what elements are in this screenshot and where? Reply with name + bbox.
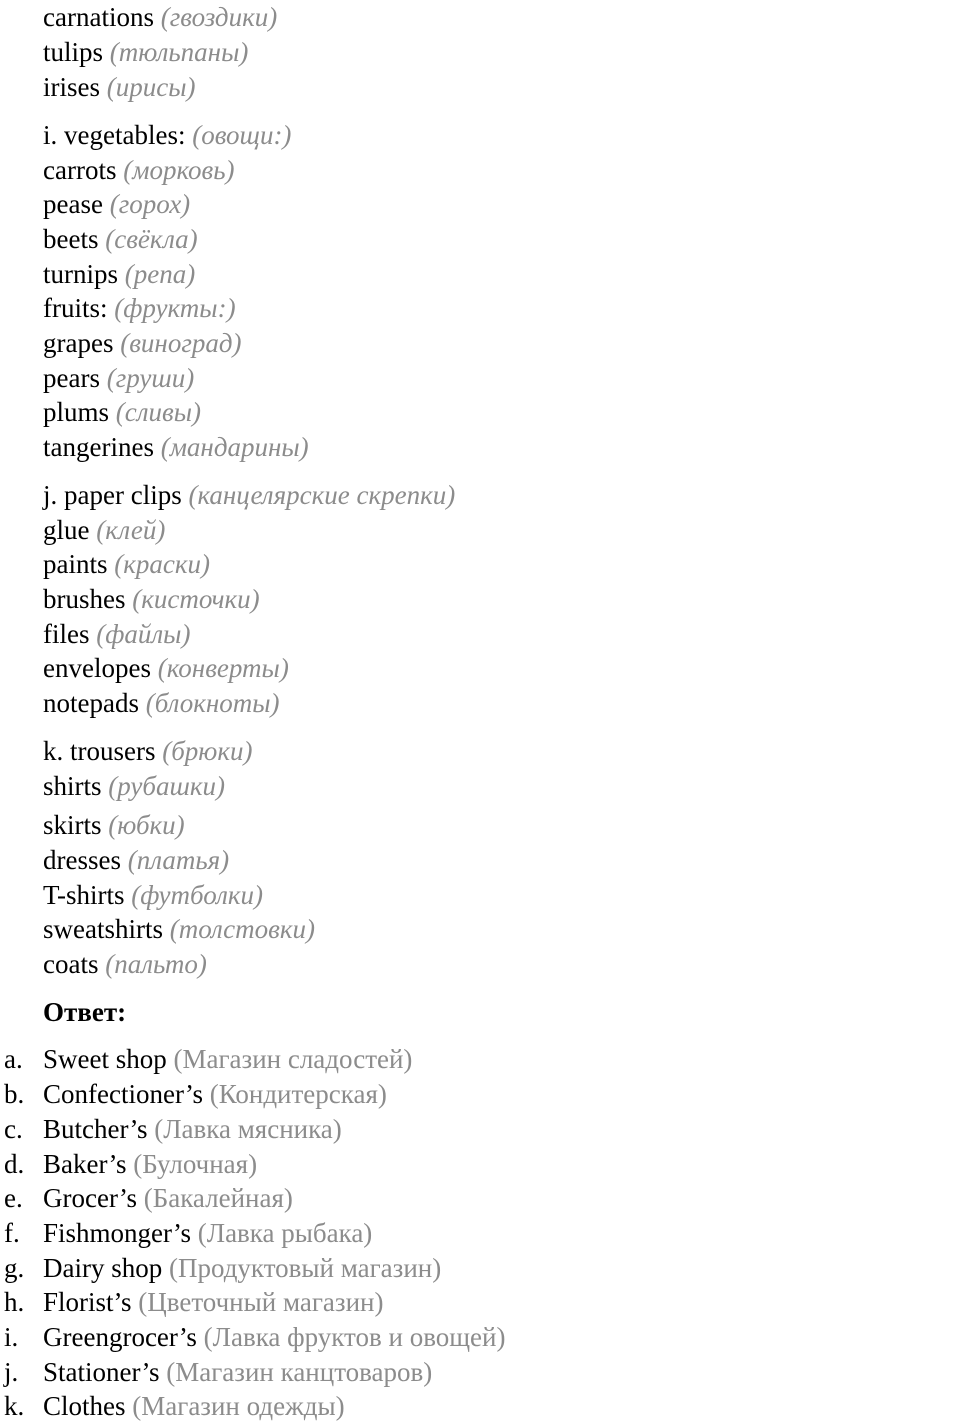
answer-letter: f. (4, 1218, 20, 1248)
list-item (43, 618, 190, 650)
shop-name: Dairy shop (43, 1253, 163, 1283)
russian-translation: (футболки) (131, 880, 263, 910)
russian-translation: (горох) (109, 189, 191, 219)
russian-translation: (клей) (96, 515, 166, 545)
list-item (43, 735, 252, 767)
english-word: pease (43, 189, 103, 219)
shop-translation: (Цветочный магазин) (138, 1287, 384, 1317)
russian-translation: (брюки) (162, 736, 253, 766)
russian-translation: (сливы) (115, 397, 202, 427)
answer-letter: c. (4, 1114, 23, 1144)
english-word: plums (43, 397, 110, 427)
list-item (43, 396, 201, 428)
english-word: shirts (43, 771, 102, 801)
russian-translation: (груши) (106, 363, 195, 393)
english-word: T-shirts (43, 880, 125, 910)
list-item (43, 292, 236, 324)
russian-translation: (краски) (114, 549, 210, 579)
english-word: tangerines (43, 432, 154, 462)
shop-name: Clothes (43, 1391, 126, 1421)
list-item (43, 223, 198, 255)
english-word: tulips (43, 37, 104, 67)
answer-letter: h. (4, 1287, 25, 1317)
list-item (43, 1, 277, 33)
russian-translation: (блокноты) (145, 688, 280, 718)
list-item (43, 258, 195, 290)
list-item (43, 548, 210, 580)
english-word: envelopes (43, 653, 151, 683)
english-word: notepads (43, 688, 139, 718)
shop-name: Stationer’s (43, 1357, 160, 1387)
shop-translation: (Магазин одежды) (132, 1391, 345, 1421)
shop-name: Grocer’s (43, 1183, 137, 1213)
list-item (43, 71, 196, 103)
shop-name: Sweet shop (43, 1044, 167, 1074)
russian-translation: (рубашки) (108, 771, 225, 801)
answer-letter: k. (4, 1391, 25, 1421)
russian-translation: (канцелярские скрепки) (188, 480, 456, 510)
shop-translation: (Лавка мясника) (154, 1114, 342, 1144)
english-word: carrots (43, 155, 117, 185)
list-item (43, 770, 225, 802)
list-item (43, 948, 207, 980)
list-item (43, 844, 229, 876)
answer-heading: Ответ: (43, 997, 127, 1027)
english-word: pears (43, 363, 100, 393)
russian-translation: (кисточки) (132, 584, 260, 614)
shop-translation: (Бакалейная) (143, 1183, 293, 1213)
russian-translation: (толстовки) (169, 914, 315, 944)
answer-letter: g. (4, 1253, 25, 1283)
english-word: irises (43, 72, 100, 102)
russian-translation: (ирисы) (106, 72, 196, 102)
list-item (43, 913, 315, 945)
english-word: k. trousers (43, 736, 156, 766)
shop-translation: (Лавка рыбака) (197, 1218, 373, 1248)
english-word: sweatshirts (43, 914, 163, 944)
list-item (43, 809, 185, 841)
shop-name: Greengrocer’s (43, 1322, 197, 1352)
russian-translation: (конверты) (157, 653, 289, 683)
shop-name: Florist’s (43, 1287, 132, 1317)
shop-name: Fishmonger’s (43, 1218, 192, 1248)
russian-translation: (мандарины) (160, 432, 309, 462)
russian-translation: (свёкла) (105, 224, 198, 254)
list-item (43, 431, 309, 463)
english-word: j. paper clips (43, 480, 182, 510)
list-item (43, 879, 263, 911)
shop-name: Confectioner’s (43, 1079, 203, 1109)
shop-translation: (Булочная) (133, 1149, 258, 1179)
list-item (43, 119, 291, 151)
english-word: carnations (43, 2, 154, 32)
english-word: i. vegetables: (43, 120, 186, 150)
answer-letter: d. (4, 1149, 25, 1179)
english-word: glue (43, 515, 90, 545)
russian-translation: (репа) (124, 259, 196, 289)
shop-name: Butcher’s (43, 1114, 148, 1144)
russian-translation: (юбки) (108, 810, 185, 840)
shop-translation: (Магазин канцтоваров) (166, 1357, 433, 1387)
russian-translation: (платья) (127, 845, 230, 875)
russian-translation: (фрукты:) (114, 293, 236, 323)
english-word: coats (43, 949, 99, 979)
answer-letter: e. (4, 1183, 23, 1213)
english-word: beets (43, 224, 99, 254)
shop-translation: (Магазин сладостей) (173, 1044, 413, 1074)
shop-translation: (Продуктовый магазин) (168, 1253, 442, 1283)
shop-translation: (Лавка фруктов и овощей) (203, 1322, 506, 1352)
english-word: fruits: (43, 293, 108, 323)
english-word: brushes (43, 584, 126, 614)
english-word: paints (43, 549, 108, 579)
russian-translation: (морковь) (123, 155, 235, 185)
list-item (43, 188, 190, 220)
list-item (43, 652, 289, 684)
answer-letter: i. (4, 1322, 19, 1352)
list-item (43, 327, 242, 359)
list-item (43, 479, 455, 511)
list-item (43, 583, 260, 615)
russian-translation: (пальто) (105, 949, 207, 979)
shop-name: Baker’s (43, 1149, 127, 1179)
answer-letter: j. (4, 1357, 19, 1387)
list-item (43, 687, 280, 719)
answer-letter: a. (4, 1044, 23, 1074)
list-item (43, 514, 165, 546)
list-item (43, 154, 235, 186)
answer-letter: b. (4, 1079, 25, 1109)
english-word: skirts (43, 810, 102, 840)
list-item (43, 36, 248, 68)
russian-translation: (виноград) (120, 328, 242, 358)
shop-translation: (Кондитерская) (209, 1079, 387, 1109)
russian-translation: (тюльпаны) (109, 37, 249, 67)
russian-translation: (файлы) (96, 619, 191, 649)
list-item (43, 362, 194, 394)
english-word: grapes (43, 328, 114, 358)
russian-translation: (гвоздики) (160, 2, 278, 32)
english-word: files (43, 619, 90, 649)
russian-translation: (овощи:) (192, 120, 292, 150)
english-word: turnips (43, 259, 119, 289)
english-word: dresses (43, 845, 121, 875)
